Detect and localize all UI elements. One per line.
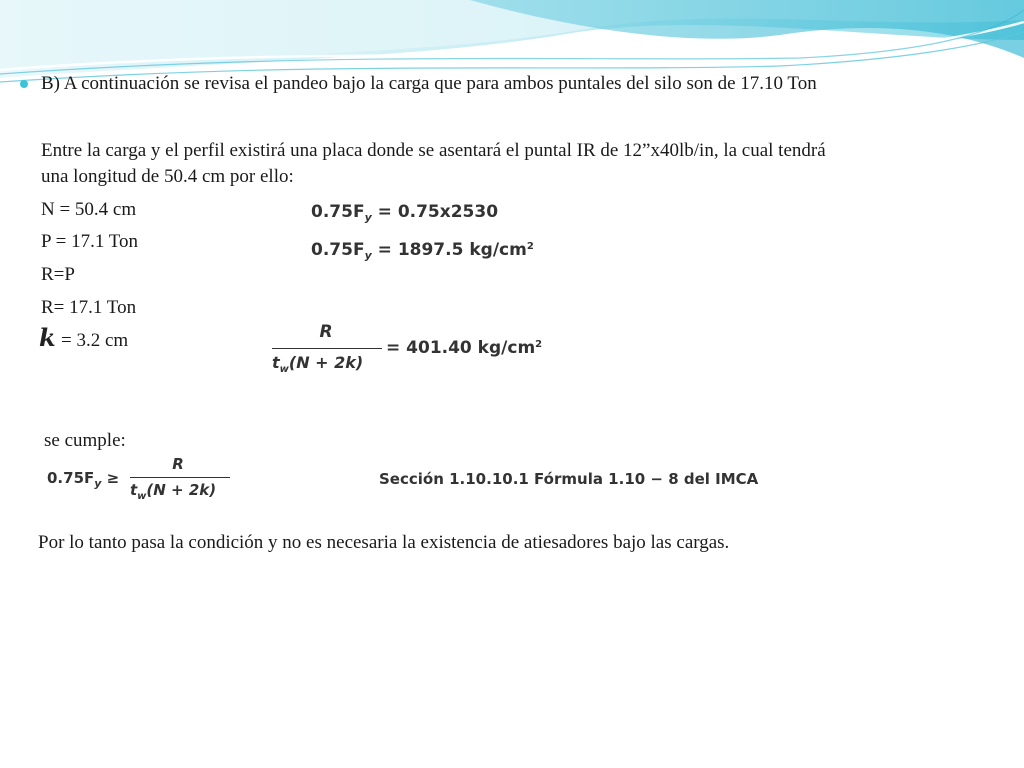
n-value: N = 50.4 cm	[41, 199, 137, 220]
paragraph-line-2: una longitud de 50.4 cm por ello:	[41, 166, 294, 187]
equation-fy-product: $0.75F_y = 0.75x2530$	[311, 202, 499, 224]
condition-inequality	[47, 455, 267, 505]
paragraph-line-1: Entre la carga y el perfil existirá una placa donde se asentará el puntal IR de 12”x40lb/in, la cual tendrá	[41, 140, 826, 161]
condition-numerator: R	[172, 455, 184, 473]
r-equals-p: R=P	[41, 264, 75, 285]
equation-fy-result: $0.75F_y = 1897.5$ $kg/cm^2$	[311, 240, 534, 262]
equation-bearing-stress	[270, 322, 570, 378]
condition-left: $0.75F_y$ ≥	[47, 469, 120, 490]
conclusion-text: Por lo tanto pasa la condición y no es necesaria la existencia de atiesadores bajo las cargas.	[38, 532, 730, 553]
k-value: = 3.2 cm	[61, 330, 129, 351]
equation-bearing-result: = 401.40 $kg/cm^2$	[386, 338, 543, 358]
k-symbol: k	[39, 323, 56, 352]
se-cumple-label: se cumple:	[44, 430, 126, 451]
bullet-dot	[20, 80, 28, 88]
intro-line: B) A continuación se revisa el pandeo bajo la carga que para ambos puntales del silo son de 17.10 Ton	[41, 73, 817, 94]
p-value: P = 17.1 Ton	[41, 231, 139, 252]
condition-denominator: $t_w(N + 2k)$	[130, 481, 217, 502]
r-value: R= 17.1 Ton	[41, 297, 137, 318]
fraction-denominator: $t_w(N + 2k)$	[272, 353, 364, 375]
section-reference: Sección 1.10.10.1 Fórmula 1.10 − 8 del IMCA	[379, 470, 759, 488]
fraction-numerator: R	[319, 322, 333, 342]
condition-fraction-bar	[130, 477, 230, 478]
fraction-bar	[272, 348, 382, 349]
